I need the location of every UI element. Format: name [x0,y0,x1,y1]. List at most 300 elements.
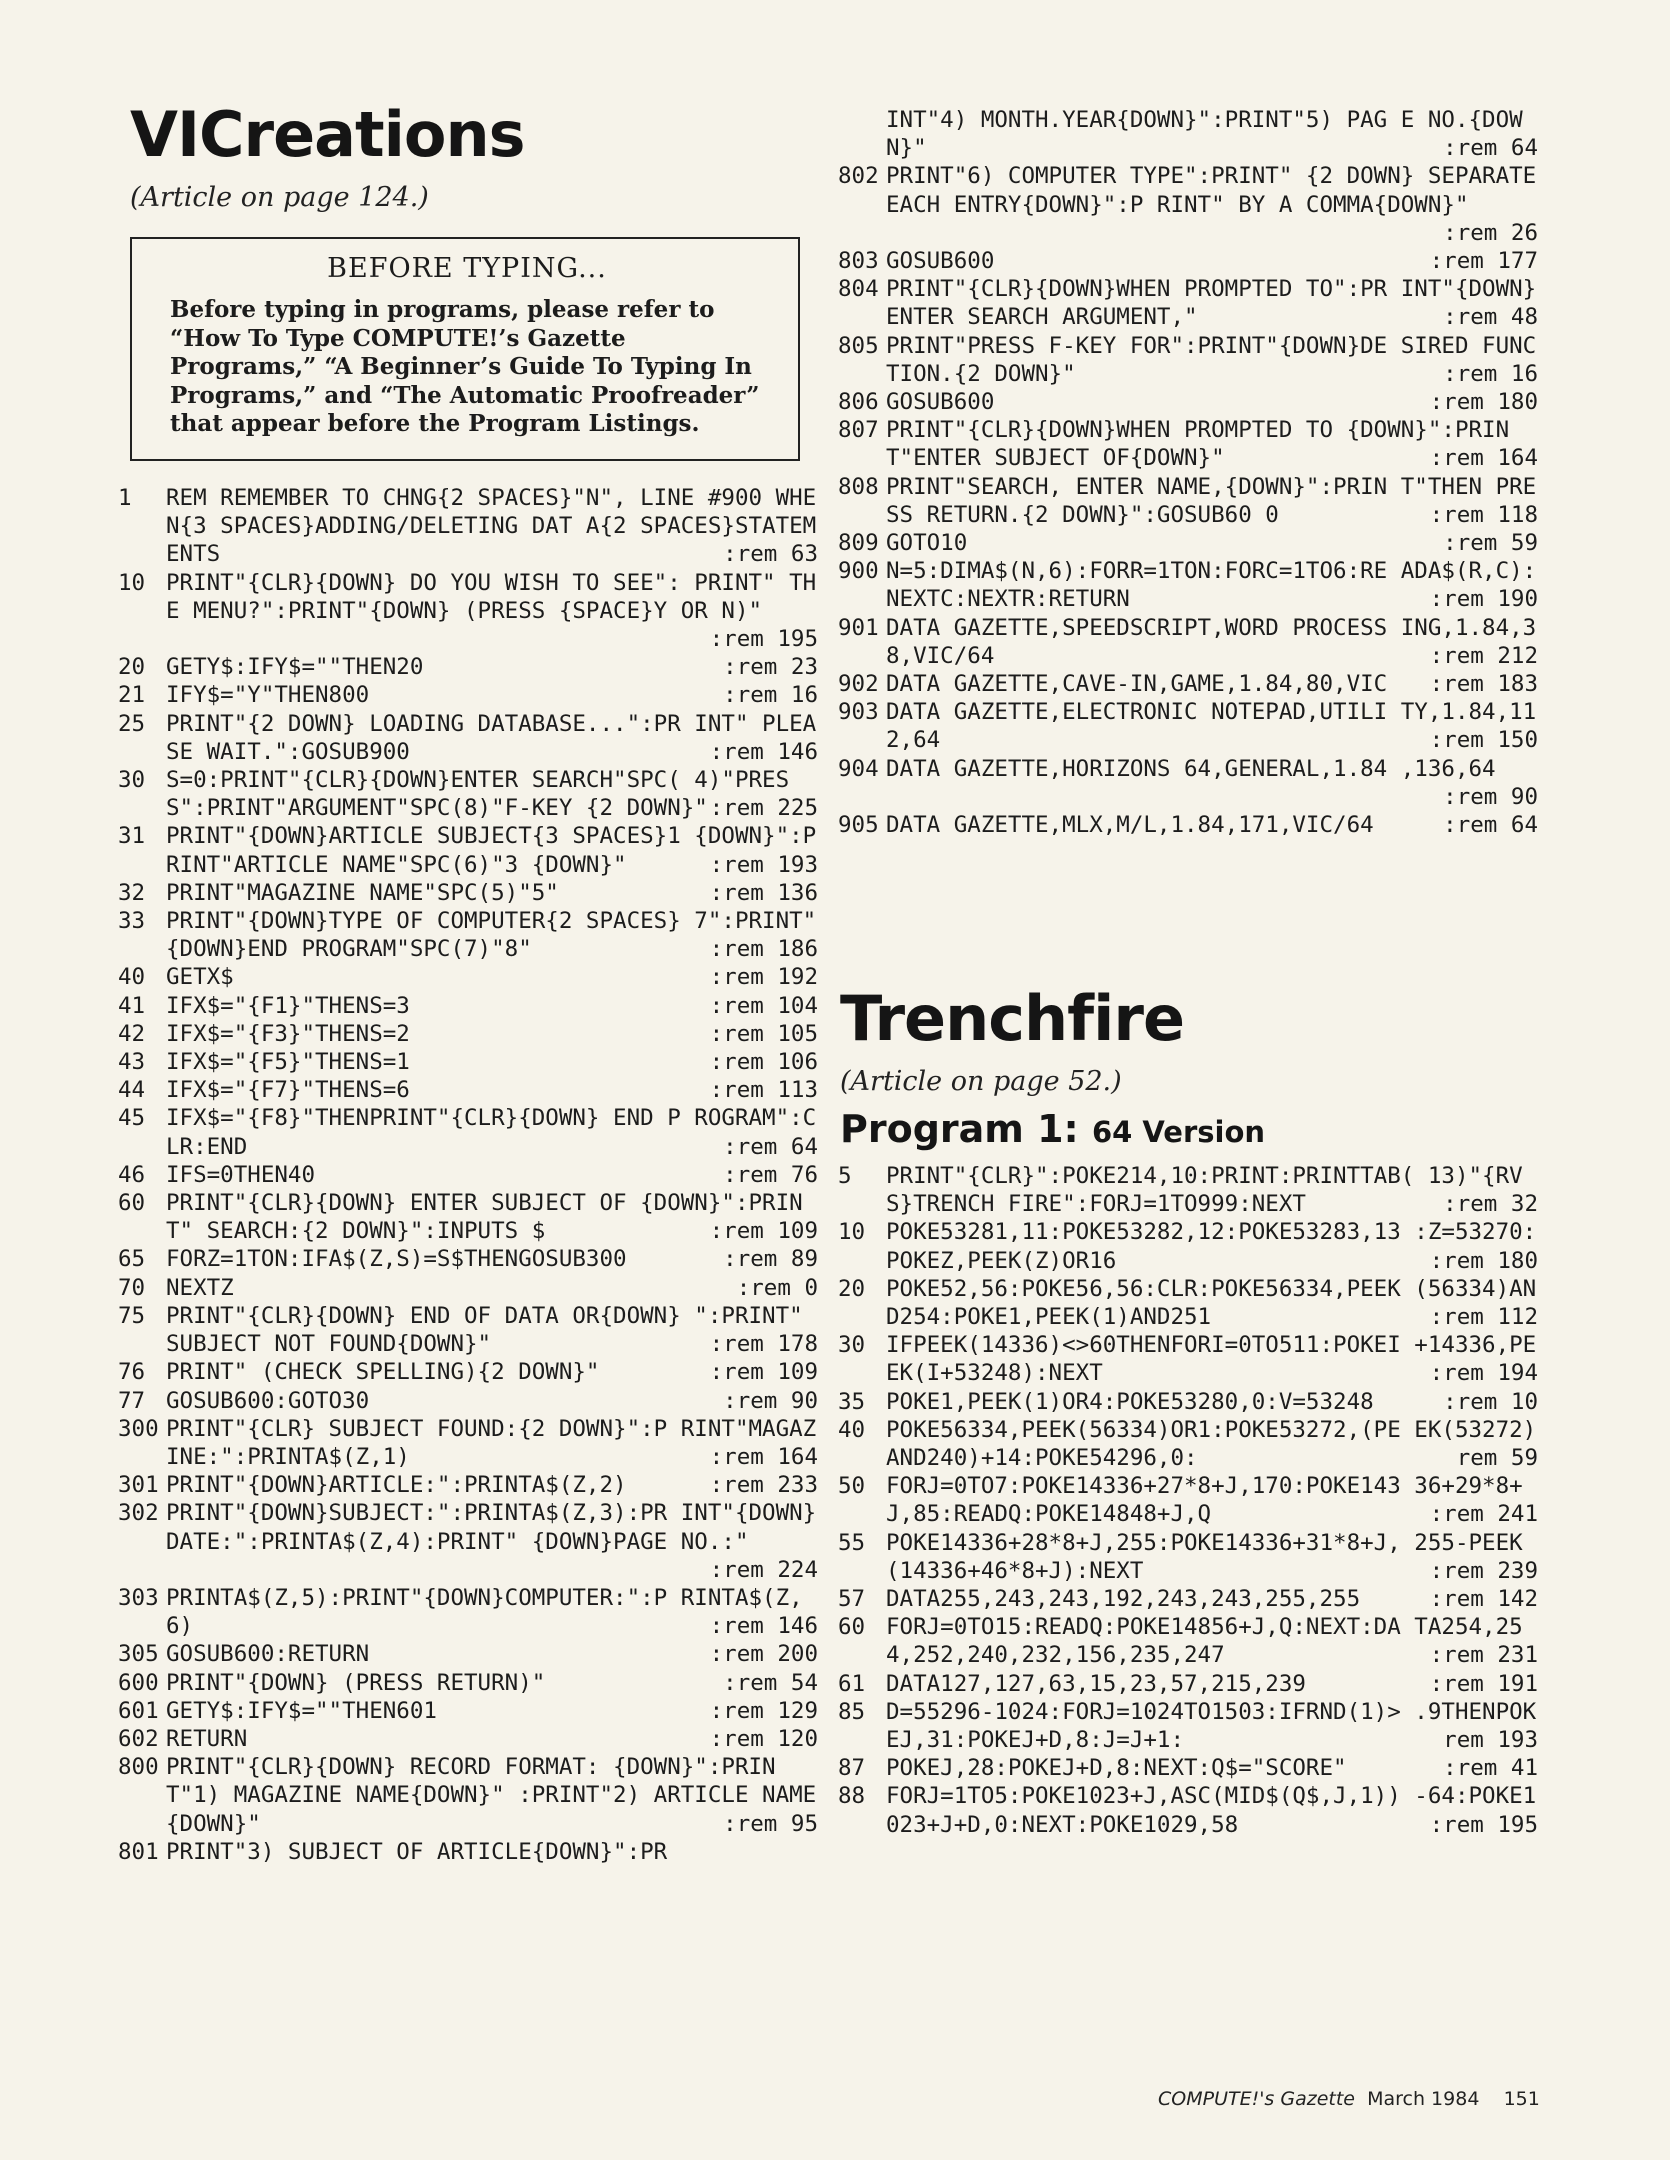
code-text: PRINT"{CLR}{DOWN}WHEN PROMPTED TO":PR INT"{DOWN}ENTER SEARCH ARGUMENT," [886,276,1537,331]
line-code [886,670,1538,698]
line-code [166,1753,818,1838]
line-code [166,1640,818,1668]
line-code [886,473,1538,529]
checksum: :rem 150 [1429,727,1538,754]
checksum: rem 193 [1443,1727,1538,1754]
code-line [838,473,1538,529]
checksum: :rem 180 [1429,1247,1538,1274]
code-text: IFX$="{F8}"THENPRINT"{CLR}{DOWN} END P ROGRAM":CLR:END [166,1105,817,1160]
line-code [886,332,1538,388]
checksum: :rem 190 [1429,586,1538,613]
checksum: :rem 26 [1443,219,1538,246]
line-number: 300 [118,1415,159,1442]
checksum: :rem 233 [709,1472,818,1499]
checksum: :rem 16 [1443,360,1538,387]
checksum: :rem 113 [709,1077,818,1104]
line-code [166,822,818,878]
checksum: :rem 64 [723,1133,818,1160]
code-text: PRINT"{DOWN}ARTICLE SUBJECT{3 SPACES}1 {DOWN}":PRINT"ARTICLE NAME"SPC(6)"3 {DOWN}" [166,823,817,878]
code-text: REM REMEMBER TO CHNG{2 SPACES}"N", LINE #900 WHEN{3 SPACES}ADDING/DELETING DAT A{2 SPACES}STATEMENTS [166,485,817,568]
checksum: :rem 224 [709,1556,818,1583]
checksum: :rem 48 [1443,304,1538,331]
code-line [838,1754,1538,1782]
checksum: :rem 104 [709,992,818,1019]
code-text: IFX$="{F7}"THENS=6 [166,1077,410,1104]
code-line [118,1274,818,1302]
line-number: 807 [838,417,879,444]
checksum: :rem 164 [1429,445,1538,472]
line-number: 42 [118,1020,146,1047]
line-code [166,907,818,963]
code-line [838,416,1538,472]
code-text: D=55296-1024:FORJ=1024TO1503:IFRND(1)> .9THENPOKEJ,31:POKEJ+D,8:J=J+1: [886,1698,1537,1754]
line-code [166,1302,818,1358]
line-number: 20 [838,1275,866,1302]
checksum: :rem 64 [1443,135,1538,162]
line-code [886,416,1538,472]
line-code [166,569,818,654]
code-text: PRINT"{DOWN} (PRESS RETURN)" [166,1669,546,1696]
code-line [118,1669,818,1697]
checksum: :rem 142 [1429,1586,1538,1613]
checksum: :rem 32 [1443,1191,1538,1218]
line-number: 60 [838,1614,866,1641]
checksum: :rem 63 [723,541,818,568]
checksum: :rem 109 [709,1218,818,1245]
checksum: :rem 200 [709,1641,818,1668]
code-line [118,1161,818,1189]
line-number: 30 [118,767,146,794]
code-line [838,1416,1538,1472]
code-text: PRINT"{DOWN}SUBJECT:":PRINTA$(Z,3):PR INT"{DOWN}DATE:":PRINTA$(Z,4):PRINT" {DOWN}PAGE NO.:" [166,1500,817,1555]
line-code [886,1416,1538,1472]
line-code [886,275,1538,331]
code-line [118,1076,818,1104]
checksum: :rem 129 [709,1697,818,1724]
line-number: 85 [838,1698,866,1725]
line-code [166,1669,818,1697]
footer-date: March 1984 [1367,2088,1480,2110]
code-text: PRINT"{2 DOWN} LOADING DATABASE...":PR INT" PLEASE WAIT.":GOSUB900 [166,710,817,765]
code-text: DATA GAZETTE,CAVE-IN,GAME,1.84,80,VIC [886,671,1388,698]
code-text: FORJ=0TO15:READQ:POKE14856+J,Q:NEXT:DA TA254,254,252,240,232,156,235,247 [886,1614,1523,1669]
checksum: :rem 106 [709,1049,818,1076]
line-code [886,1472,1538,1528]
checksum: :rem 241 [1429,1501,1538,1528]
checksum: :rem 90 [1443,783,1538,810]
line-number: 40 [838,1416,866,1443]
checksum: :rem 191 [1429,1670,1538,1697]
article-reference-trenchfire: (Article on page 52.) [840,1066,1122,1097]
code-text: GOSUB600 [886,389,995,416]
line-code [886,755,1538,811]
code-line [118,1499,818,1584]
code-line [838,1275,1538,1331]
line-number: 65 [118,1246,146,1273]
code-text: PRINT" (CHECK SPELLING){2 DOWN}" [166,1359,600,1386]
line-number: 10 [118,569,146,596]
code-line [838,1218,1538,1274]
line-code [166,1499,818,1584]
code-line [838,247,1538,275]
checksum: :rem 193 [709,851,818,878]
article-title-trenchfire: Trenchfire [840,982,1184,1055]
line-code [886,1529,1538,1585]
line-code [166,653,818,681]
line-number: 802 [838,163,879,190]
code-line [838,557,1538,613]
line-code [166,1048,818,1076]
code-line [118,1753,818,1838]
code-text: PRINT"6) COMPUTER TYPE":PRINT" {2 DOWN} SEPARATE EACH ENTRY{DOWN}":P RINT" BY A COMMA{DOWN}" [886,163,1550,218]
line-number: 600 [118,1669,159,1696]
checksum: :rem 178 [709,1331,818,1358]
line-number: 902 [838,671,879,698]
line-number: 40 [118,964,146,991]
line-code [886,1275,1538,1331]
footer-magazine: COMPUTE!'s Gazette [1158,2088,1355,2110]
article-reference: (Article on page 124.) [130,182,429,213]
line-code [166,484,818,569]
code-text: DATA127,127,63,15,23,57,215,239 [886,1670,1306,1697]
checksum: :rem 194 [1429,1360,1538,1387]
line-number: 44 [118,1077,146,1104]
code-text: DATA255,243,243,192,243,243,255,255 [886,1586,1361,1613]
code-line [118,1048,818,1076]
line-code [166,1697,818,1725]
line-code [166,963,818,991]
code-line [118,1640,818,1668]
code-text: PRINT"{CLR}{DOWN}WHEN PROMPTED TO {DOWN}":PRINT"ENTER SUBJECT OF{DOWN}" [886,417,1510,472]
checksum: :rem 186 [709,936,818,963]
checksum: :rem 231 [1429,1642,1538,1669]
checksum: :rem 195 [709,626,818,653]
checksum: :rem 109 [709,1359,818,1386]
code-text: FORZ=1TON:IFA$(Z,S)=S$THENGOSUB300 [166,1246,627,1273]
checksum: :rem 120 [709,1725,818,1752]
line-code [886,1670,1538,1698]
code-text: PRINT"{DOWN}ARTICLE:":PRINTA$(Z,2) [166,1472,627,1499]
line-number: 10 [838,1219,866,1246]
line-code [886,1162,1538,1218]
code-line [118,710,818,766]
line-code [166,1471,818,1499]
line-number: 25 [118,710,146,737]
code-line [118,963,818,991]
line-code [886,1613,1538,1669]
code-line [118,992,818,1020]
checksum: :rem 112 [1429,1304,1538,1331]
code-text: POKE14336+28*8+J,255:POKE14336+31*8+J, 255-PEEK(14336+46*8+J):NEXT [886,1529,1523,1584]
code-line [838,162,1550,247]
checksum: :rem 225 [709,795,818,822]
line-number: 901 [838,614,879,641]
code-line [838,1613,1538,1669]
line-code [886,162,1550,247]
code-text: GOSUB600:GOTO30 [166,1387,370,1414]
code-text: FORJ=0TO7:POKE14336+27*8+J,170:POKE143 36+29*8+J,85:READQ:POKE14848+J,Q [886,1473,1523,1528]
checksum: :rem 76 [723,1161,818,1188]
code-text: PRINTA$(Z,5):PRINT"{DOWN}COMPUTER:":P RINTA$(Z,6) [166,1584,803,1640]
program-listing-trenchfire [838,1162,1538,1839]
line-number: 803 [838,248,879,275]
code-line [118,1189,818,1245]
line-number: 5 [838,1163,852,1189]
code-text: IFY$="Y"THEN800 [166,682,370,709]
line-number: 903 [838,699,879,726]
line-number: 303 [118,1584,159,1611]
code-line [118,1302,818,1358]
code-line [838,106,1538,162]
code-text: GETY$:IFY$=""THEN601 [166,1697,437,1724]
code-text: PRINT"{CLR}{DOWN} RECORD FORMAT: {DOWN}":PRINT"1) MAGAZINE NAME{DOWN}" :PRINT"2) ARTICLE NAME{DOWN}" [166,1754,817,1837]
code-line [118,1471,818,1499]
program-listing-vicreations [118,484,818,1866]
checksum: :rem 41 [1443,1755,1538,1782]
line-number: 809 [838,530,879,557]
code-text: S=0:PRINT"{CLR}{DOWN}ENTER SEARCH"SPC( 4)"PRESS":PRINT"ARGUMENT"SPC(8)"F-KEY {2 DOWN}" [166,767,790,822]
line-number: 57 [838,1586,866,1613]
code-line [118,653,818,681]
code-line [118,1697,818,1725]
code-line [118,1387,818,1415]
checksum: :rem 177 [1429,248,1538,275]
line-number: 905 [838,812,879,839]
page-footer [1158,2088,1540,2110]
code-text: RETURN [166,1725,248,1752]
line-code [166,1076,818,1104]
line-number: 808 [838,473,879,500]
code-line [118,1725,818,1753]
code-text: GOSUB600 [886,248,995,275]
line-code [166,766,818,822]
box-title: BEFORE TYPING... [327,253,607,284]
checksum: :rem 0 [736,1274,818,1301]
line-number: 801 [118,1838,159,1865]
footer-page-number: 151 [1503,2088,1540,2110]
code-line [838,1331,1538,1387]
code-text: NEXTZ [166,1274,234,1301]
line-code [886,247,1538,275]
code-line [118,822,818,878]
checksum: :rem 23 [723,654,818,681]
line-code [166,1274,818,1302]
code-text: IFX$="{F3}"THENS=2 [166,1020,410,1047]
line-number: 75 [118,1302,146,1329]
code-line [838,1670,1538,1698]
checksum: :rem 180 [1429,389,1538,416]
code-line [118,1584,818,1640]
code-text: IFX$="{F1}"THENS=3 [166,992,410,1019]
code-text: N=5:DIMA$(N,6):FORR=1TON:FORC=1TO6:RE ADA$(R,C):NEXTC:NEXTR:RETURN [886,558,1537,613]
line-number: 87 [838,1755,866,1782]
code-line [118,1838,818,1866]
line-code [166,1387,818,1415]
code-text: POKE1,PEEK(1)OR4:POKE53280,0:V=53248 [886,1388,1374,1415]
line-number: 20 [118,654,146,681]
code-line [838,755,1538,811]
checksum: :rem 64 [1443,812,1538,839]
code-line [118,907,818,963]
code-line [118,879,818,907]
program-subtitle: 64 Version [1091,1115,1266,1149]
line-code [166,1245,818,1273]
line-code [886,1331,1538,1387]
line-number: 46 [118,1161,146,1188]
line-number: 31 [118,823,146,850]
code-line [838,811,1538,839]
line-number: 76 [118,1359,146,1386]
line-code [886,1754,1538,1782]
line-code [886,698,1538,754]
code-text: IFPEEK(14336)<>60THENFORI=0TO511:POKEI +14336,PEEK(I+53248):NEXT [886,1332,1537,1387]
code-text: GOTO10 [886,530,968,557]
code-line [838,614,1538,670]
line-number: 77 [118,1387,146,1414]
line-code [166,1358,818,1386]
line-number: 602 [118,1725,159,1752]
line-number: 88 [838,1783,866,1810]
checksum: :rem 90 [723,1387,818,1414]
line-code [886,811,1538,839]
checksum: :rem 195 [1429,1811,1538,1838]
program-heading [840,1107,1266,1151]
code-text: PRINT"{CLR}{DOWN} DO YOU WISH TO SEE": PRINT" THE MENU?":PRINT"{DOWN} (PRESS {SPACE}Y OR N)" [166,569,817,624]
line-number: 805 [838,332,879,359]
line-code [166,710,818,766]
code-text: IFX$="{F5}"THENS=1 [166,1049,410,1076]
checksum: :rem 164 [709,1443,818,1470]
line-number: 35 [838,1388,866,1415]
checksum: :rem 89 [723,1246,818,1273]
checksum: :rem 146 [709,1613,818,1640]
line-number: 60 [118,1190,146,1217]
checksum: :rem 59 [1443,530,1538,557]
line-number: 904 [838,755,879,782]
code-text: GETY$:IFY$=""THEN20 [166,654,424,681]
line-number: 32 [118,879,146,906]
line-code [886,1218,1538,1274]
code-text: PRINT"3) SUBJECT OF ARTICLE{DOWN}":PR [166,1838,668,1865]
line-code [166,879,818,907]
code-text: FORJ=1TO5:POKE1023+J,ASC(MID$(Q$,J,1)) -64:POKE1023+J+D,0:NEXT:POKE1029,58 [886,1783,1537,1838]
line-number: 900 [838,558,879,585]
line-number: 30 [838,1332,866,1359]
line-code [886,388,1538,416]
line-code [166,1725,818,1753]
code-line [118,569,818,654]
code-text: PRINT"{CLR} SUBJECT FOUND:{2 DOWN}":P RINT"MAGAZINE:":PRINTA$(Z,1) [166,1415,817,1470]
code-text: DATA GAZETTE,ELECTRONIC NOTEPAD,UTILI TY,1.84,112,64 [886,699,1537,754]
checksum: :rem 183 [1429,671,1538,698]
line-number: 302 [118,1500,159,1527]
code-text: PRINT"PRESS F-KEY FOR":PRINT"{DOWN}DE SIRED FUNCTION.{2 DOWN}" [886,332,1537,387]
article-title-vicreations: VICreations [130,98,525,171]
code-line [118,766,818,822]
line-code [886,557,1538,613]
code-line [838,698,1538,754]
checksum: :rem 136 [709,879,818,906]
checksum: :rem 146 [709,738,818,765]
line-number: 41 [118,992,146,1019]
line-number: 800 [118,1754,159,1781]
checksum: :rem 105 [709,1020,818,1047]
code-line [838,1162,1538,1218]
line-number: 804 [838,276,879,303]
code-line [118,681,818,709]
line-number: 70 [118,1274,146,1301]
code-line [838,275,1538,331]
line-code [166,1161,818,1189]
line-code [886,1698,1538,1754]
line-number: 55 [838,1529,866,1556]
code-line [118,1245,818,1273]
code-line [118,1104,818,1160]
code-line [118,1020,818,1048]
line-code [166,992,818,1020]
code-line [838,529,1538,557]
checksum: :rem 192 [709,964,818,991]
checksum: :rem 16 [723,682,818,709]
code-line [838,1698,1538,1754]
code-text: PRINT"SEARCH, ENTER NAME,{DOWN}":PRIN T"THEN PRESS RETURN.{2 DOWN}":GOSUB60 0 [886,473,1537,528]
code-line [838,388,1538,416]
line-code [166,1838,818,1866]
line-number: 305 [118,1641,159,1668]
line-number: 33 [118,908,146,935]
line-code [166,1415,818,1471]
code-line [838,1585,1538,1613]
code-line [838,1388,1538,1416]
line-number: 806 [838,389,879,416]
code-text: POKE56334,PEEK(56334)OR1:POKE53272,(PE EK(53272)AND240)+14:POKE54296,0: [886,1416,1537,1472]
line-number: 61 [838,1670,866,1697]
line-number: 50 [838,1473,866,1500]
code-text: PRINT"MAGAZINE NAME"SPC(5)"5" [166,879,559,906]
checksum: :rem 54 [723,1669,818,1696]
checksum: :rem 118 [1429,501,1538,528]
checksum: :rem 10 [1443,1388,1538,1415]
line-number: 1 [118,485,132,511]
line-number: 601 [118,1697,159,1724]
line-code [886,614,1538,670]
code-text: IFS=0THEN40 [166,1161,316,1188]
code-text: GOSUB600:RETURN [166,1641,370,1668]
line-number: 43 [118,1049,146,1076]
code-text: PRINT"{CLR}{DOWN} END OF DATA OR{DOWN} ":PRINT" SUBJECT NOT FOUND{DOWN}" [166,1302,817,1358]
code-line [838,332,1538,388]
line-number [838,106,886,162]
line-code [166,1104,818,1160]
code-text: PRINT"{DOWN}TYPE OF COMPUTER{2 SPACES} 7":PRINT"{DOWN}END PROGRAM"SPC(7)"8" [166,908,817,963]
line-code [166,1189,818,1245]
code-text: GETX$ [166,964,234,991]
program-listing-vicreations-continued [838,106,1550,839]
line-number: 21 [118,682,146,709]
box-body: Before typing in programs, please refer to “How To Type COMPUTE!’s Gazette Programs,” “A Beginner’s Guide To Typing In Programs,” and “The Automatic Proofreader” that appear before the Program Listings. [170,296,760,437]
line-code [886,106,1538,162]
line-code [166,1020,818,1048]
code-line [118,1358,818,1386]
line-code [886,1782,1538,1838]
line-code [886,1388,1538,1416]
checksum: rem 59 [1456,1445,1538,1472]
code-line [838,1782,1538,1838]
code-line [838,1529,1538,1585]
before-typing-box [130,237,800,461]
program-title: Program 1: [840,1107,1079,1151]
checksum: :rem 212 [1429,642,1538,669]
